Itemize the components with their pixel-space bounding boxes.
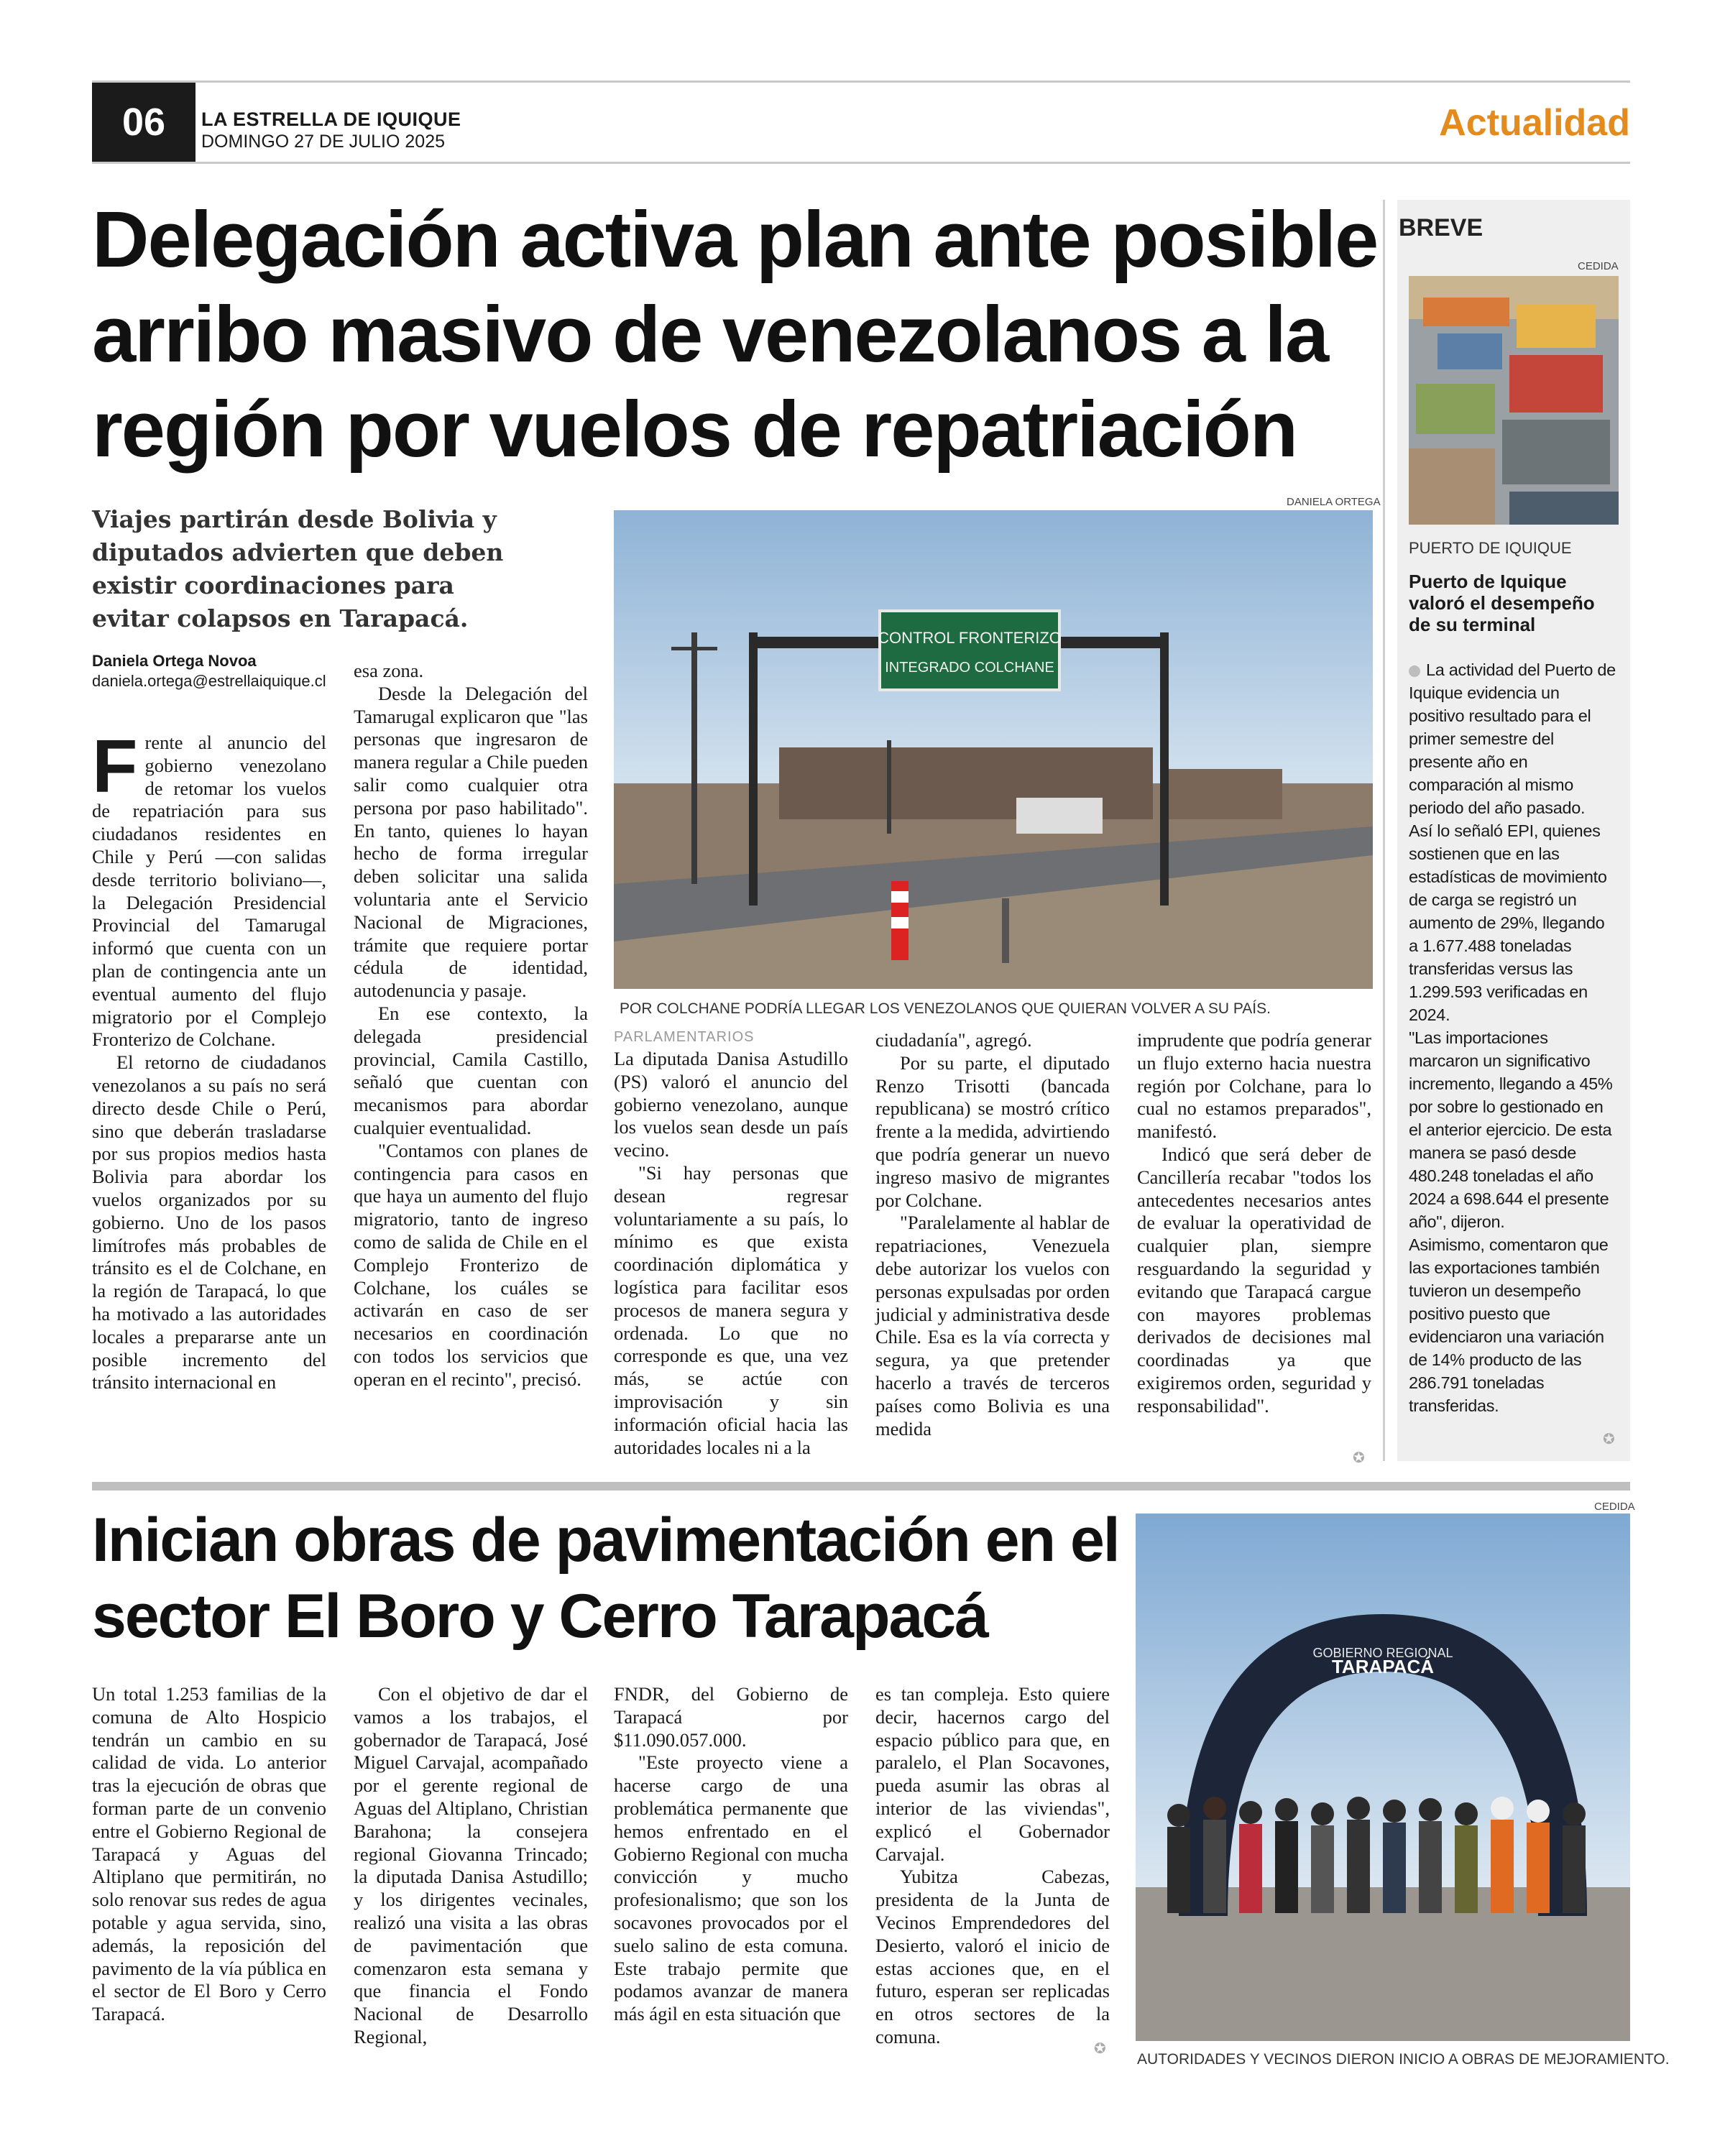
brief-paragraph: "Las importaciones marcaron un significativo incremento, llegando a 45% por sobre lo gestionado en el anterior ejercicio. De esta manera se pasó desde 480.248 toneladas el año 2024 a 698.644 el presente año", dijeron. bbox=[1409, 1028, 1613, 1231]
author-email: daniela.ortega@estrellaiquique.cl bbox=[92, 672, 326, 690]
article1-column-2 bbox=[354, 660, 588, 1391]
article2-paragraph: FNDR, del Gobierno de Tarapacá por $11.090.057.000. bbox=[614, 1683, 848, 1751]
inauguration-photo bbox=[1136, 1514, 1630, 2041]
brief-paragraph: Asimismo, comentaron que las exportaciones también tuvieron un desempeño positivo puesto que evidenciaron una variación de 14% producto de las 286.791 toneladas transferidas. bbox=[1409, 1235, 1609, 1415]
page-number: 06 bbox=[92, 83, 196, 162]
arch-text-line2: TARAPACÁ bbox=[1331, 1656, 1435, 1677]
issue-date: DOMINGO 27 DE JULIO 2025 bbox=[201, 132, 446, 152]
article2-headline: Inician obras de pavimentación en el sector El Boro y Cerro Tarapacá bbox=[92, 1506, 1119, 1651]
article2-paragraph: es tan compleja. Esto quiere decir, hacernos cargo del espacio público para que, en paralelo, el Plan Socavones, pueda asumir las obras al interior de las viviendas", explicó el Gobernador Carvajal. bbox=[875, 1683, 1110, 1865]
article1-paragraph: La diputada Danisa Astudillo (PS) valoró el anuncio del gobierno venezolano, aunque los vuelos sean desde un país vecino. bbox=[614, 1048, 848, 1161]
brief-body bbox=[1409, 658, 1617, 1417]
inauguration-image bbox=[1136, 1514, 1630, 2041]
article1-paragraph: Indicó que será deber de Cancillería recabar "todos los antecedentes necesarios antes de evaluar la operatividad de cualquier plan, siempre resguardando la seguridad y evitando que Tarapacá cargue con mayores problemas derivados de decisiones mal coordinadas ya que exigiremos orden, seguridad y responsabilidad". bbox=[1137, 1143, 1371, 1416]
article2-paragraph: Yubitza Cabezas, presidenta de la Junta de Vecinos Emprendedores del Desierto, valoró el inicio de estas acciones que, en el futuro, esperan ser replicadas en otros sectores de la comuna. bbox=[875, 1866, 1110, 2047]
article1-column-1 bbox=[92, 725, 326, 1394]
author-name: Daniela Ortega Novoa bbox=[92, 652, 257, 670]
parlamentarios-kicker: PARLAMENTARIOS bbox=[614, 1029, 755, 1045]
brief-tag: PUERTO DE IQUIQUE bbox=[1409, 539, 1572, 557]
arch-text-line1: GOBIERNO REGIONAL bbox=[1312, 1646, 1453, 1660]
article-end-icon: ✪ bbox=[1353, 1449, 1365, 1466]
border-crossing-image bbox=[614, 510, 1373, 989]
article1-paragraph: rente al anuncio del gobierno venezolano de retomar los vuelos de repatriación para sus ciudadanos residentes en Chile y Perú —con salidas desde territorio boliviano—, la Delegación Presidencial Provincial del Tamarugal informó que cuenta con un plan de contingencia ante un eventual aumento del flujo migratorio por el Complejo Fronterizo de Colchane. bbox=[92, 732, 326, 1051]
sidebar-rule bbox=[1383, 200, 1385, 1461]
article2-column-1 bbox=[92, 1683, 326, 2026]
port-aerial-image bbox=[1409, 276, 1619, 525]
article1-column-4 bbox=[875, 1029, 1110, 1440]
article2-paragraph: Un total 1.253 familias de la comuna de Alto Hospicio tendrán un cambio en su calidad de vida. Lo anterior tras la ejecución de obras que forman parte de un convenio entre el Gobierno Regional de Tarapacá y Aguas del Altiplano que permitirán, no solo renovar sus redes de agua potable y agua servida, sino, además, la reposición del pavimento de la vía pública en el sector de El Boro y Cerro Tarapacá. bbox=[92, 1683, 326, 2025]
newspaper-name: LA ESTRELLA DE IQUIQUE bbox=[201, 109, 461, 130]
bullet-dot-icon bbox=[1409, 665, 1420, 677]
article1-headline: Delegación activa plan ante posible arribo masivo de venezolanos a la región por vuelos de repatriación bbox=[92, 195, 1378, 474]
border-crossing-photo bbox=[614, 510, 1373, 989]
article2-paragraph: Con el objetivo de dar el vamos a los trabajos, el gobernador de Tarapacá, José Miguel Carvajal, acompañado por el gerente regional de Aguas del Altiplano, Christian Barahona; la consejera regional Giovanna Trincado; la diputada Danisa Astudillo; y los dirigentes vecinales, realizó una visita a las obras de pavimentación que comenzaron esta semana y que financia el Fondo Nacional de Desarrollo Regional, bbox=[354, 1683, 588, 2047]
article1-paragraph: El retorno de ciudadanos venezolanos a su país no será directo desde Chile o Perú, sino que deberán trasladarse por sus propios medios hasta Bolivia para abordar los vuelos organizados por su gobierno. Uno de los pasos limítrofes más probables de tránsito es el de Colchane, en la región de Tarapacá, lo que ha motivado a las autoridades locales a prepararse ante un posible incremento del tránsito internacional en bbox=[92, 1051, 326, 1393]
page-header bbox=[92, 80, 1630, 164]
article1-lede: Viajes partirán desde Bolivia y diputados advierten que deben existir coordinaciones para evitar colapsos en Tarapacá. bbox=[92, 505, 504, 632]
brief-paragraph: La actividad del Puerto de Iquique evidencia un positivo resultado para el primer semestre del presente año en comparación al mismo periodo del año pasado. bbox=[1409, 660, 1616, 817]
article1-paragraph: Desde la Delegación del Tamarugal explicaron que "las personas que ingresaron de manera regular a Chile pueden salir como cualquier otra persona por paso habilitado". En tanto, quienes lo hayan hecho de forma irregular deben solicitar una salida voluntaria ante el Servicio Nacional de Migraciones, trámite que requiere portar cédula de identidad, autodenuncia y pasaje. bbox=[354, 682, 588, 1002]
sidebar-photo-credit: CEDIDA bbox=[1578, 260, 1619, 272]
sign-text-line2: INTEGRADO COLCHANE bbox=[885, 660, 1054, 676]
article2-column-3 bbox=[614, 1683, 848, 2026]
article1-paragraph: "Paralelamente al hablar de repatriaciones, Venezuela debe autorizar los vuelos con personas expulsadas por orden judicial y administrativa desde Chile. Esa es la vía correcta y segura, ya que pretender hacerlo a través de terceros países como Bolivia es una medida bbox=[875, 1212, 1110, 1439]
brief-end-icon: ✪ bbox=[1603, 1430, 1615, 1447]
photo-credit: DANIELA ORTEGA bbox=[1287, 496, 1381, 508]
article1-paragraph: "Si hay personas que desean regresar voluntariamente a su país, lo mínimo es que exista coordinación diplomática y logística para facilitar esos procesos de manera segura y ordenada. Lo que no corresponde es que, una vez más, se actúe con improvisación y sin información oficial hacia las autoridades locales ni a la bbox=[614, 1161, 848, 1458]
article2-photo-caption: AUTORIDADES Y VECINOS DIERON INICIO A OBRAS DE MEJORAMIENTO. bbox=[1137, 2051, 1670, 2068]
port-aerial-photo bbox=[1409, 276, 1619, 525]
article1-paragraph: imprudente que podría generar un flujo externo hacia nuestra región por Colchane, para lo cual no estamos preparados", manifestó. bbox=[1137, 1029, 1371, 1143]
article2-end-icon: ✪ bbox=[1094, 2040, 1106, 2057]
drop-cap: F bbox=[92, 725, 138, 808]
article1-photo-caption: POR COLCHANE PODRÍA LLEGAR LOS VENEZOLANOS QUE QUIERAN VOLVER A SU PAÍS. bbox=[620, 1000, 1271, 1017]
article1-byline bbox=[92, 651, 326, 691]
article2-photo-credit: CEDIDA bbox=[1594, 1501, 1635, 1513]
article1-paragraph: esa zona. bbox=[354, 660, 424, 681]
article1-paragraph: "Contamos con planes de contingencia para casos en que haya un aumento del flujo migratorio, tanto de ingreso como de salida de Chile en el Complejo Fronterizo de Colchane, los cuáles se activarán en caso de ser necesarios en coordinación con todos los servicios que operan en el recinto", precisó. bbox=[354, 1139, 588, 1390]
brief-title: Puerto de Iquique valoró el desempeño de su terminal bbox=[1409, 571, 1595, 635]
section-divider bbox=[92, 1482, 1630, 1491]
article2-paragraph: "Este proyecto viene a hacerse cargo de una problemática permanente que hemos enfrentado en el Gobierno Regional con mucha convicción y mucho profesionalismo; que son los socavones provocados por el suelo salino de esta comuna. Este trabajo permite que podamos avanzar de manera más ágil en esta situación que bbox=[614, 1751, 848, 2025]
breve-label: BREVE bbox=[1399, 214, 1484, 241]
article2-column-2 bbox=[354, 1683, 588, 2049]
article1-column-5 bbox=[1137, 1029, 1371, 1418]
article1-paragraph: ciudadanía", agregó. bbox=[875, 1029, 1032, 1051]
sign-text-line1: CONTROL FRONTERIZO bbox=[878, 629, 1062, 647]
section-title: Actualidad bbox=[1439, 102, 1630, 144]
article1-column-3 bbox=[614, 1048, 848, 1459]
article1-paragraph: En ese contexto, la delegada presidencial provincial, Camila Castillo, señaló que cuentan con mecanismos para abordar cualquier eventualidad. bbox=[354, 1002, 588, 1138]
brief-paragraph: Así lo señaló EPI, quienes sostienen que en las estadísticas de movimiento de carga se registró un aumento de 29%, llegando a 1.677.488 toneladas transferidas versus las 1.299.593 verificadas en 2024. bbox=[1409, 821, 1607, 1024]
article2-column-4 bbox=[875, 1683, 1110, 2049]
article1-paragraph: Por su parte, el diputado Renzo Trisotti (bancada republicana) se mostró crítico frente a la medida, advirtiendo que podría generar un nuevo ingreso masivo de migrantes por Colchane. bbox=[875, 1051, 1110, 1211]
